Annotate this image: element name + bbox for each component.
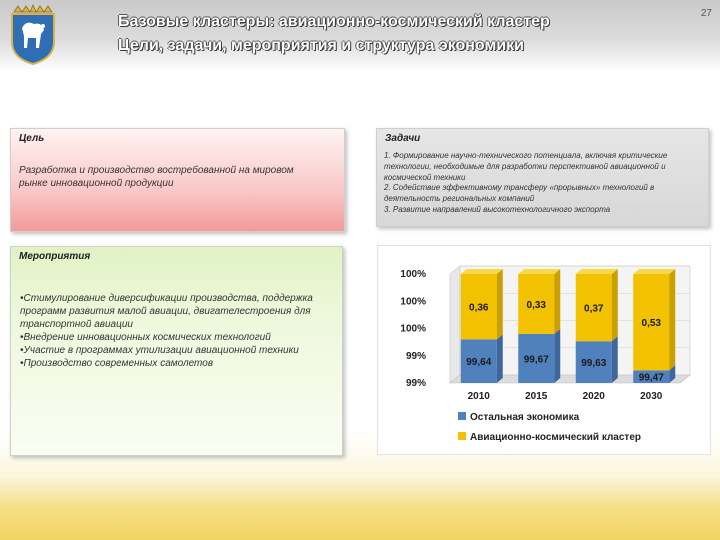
chart-data-label: 0,36: [469, 302, 489, 314]
goal-text: Разработка и производство востребованной на мировом рынке инновационной продукции: [19, 165, 294, 189]
chart-bar-side: [669, 269, 675, 370]
page-subtitle: Цели, задачи, мероприятия и структура экономики: [118, 37, 524, 54]
tasks-text: 1. Формирование научно-технического потенциала, включая критические технологии, необходимые для разработки перспективной авиационной и космической техники 2. Содействие эффективному трансферу «прорывных» технологий в деятельность региональных компаний 3. Развитие направлений высокотехнологичного экспорта: [384, 151, 668, 214]
header-band: [0, 0, 720, 72]
chart-bar-side: [554, 329, 560, 383]
chart-side-wall: [450, 266, 460, 383]
chart-data-label: 99,47: [638, 372, 664, 384]
measures-item: •Участие в программах утилизации авиационной техники: [20, 345, 299, 356]
chart-bar-top: [461, 269, 503, 274]
chart-y-tick-label: 99%: [405, 350, 426, 362]
chart-x-tick-label: 2020: [582, 391, 605, 402]
chart-y-tick-label: 99%: [405, 378, 426, 389]
chart-x-tick-label: 2015: [525, 391, 548, 402]
page-number: 27: [700, 8, 712, 19]
measures-list: [20, 292, 338, 370]
chart-data-label: 99,67: [523, 354, 549, 366]
chart-data-label: 0,33: [526, 299, 546, 311]
chart-bar-side: [554, 269, 560, 334]
measures-item: •Производство современных самолетов: [20, 358, 214, 369]
chart-data-label: 99,64: [466, 357, 492, 369]
chart-legend-label: Остальная экономика: [470, 412, 580, 423]
tasks-panel: [376, 128, 709, 227]
chart-x-tick-label: 2010: [467, 391, 490, 402]
chart-panel: [377, 245, 711, 455]
chart-bar-top: [518, 269, 560, 274]
measures-item: •Внедрение инновационных космических технологий: [20, 332, 271, 343]
title-prefix: Базовые кластеры:: [118, 13, 279, 30]
chart-x-tick-label: 2030: [640, 391, 663, 402]
measures-title: Мероприятия: [19, 251, 91, 262]
chart-y-tick-label: 100%: [400, 323, 426, 335]
chart-legend-swatch: [458, 412, 466, 420]
measures-panel: [10, 246, 343, 456]
chart-bar-side: [497, 334, 503, 383]
economy-structure-chart: [378, 246, 712, 456]
measures-item: •Стимулирование диверсификации производства, поддержка программ развития малой авиации, двигателестроения для транспортной авиации: [20, 293, 313, 330]
chart-legend-label: Авиационно-космический кластер: [470, 432, 642, 443]
page-title: [118, 13, 550, 31]
chart-y-tick-label: 100%: [400, 296, 426, 308]
chart-bar-side: [612, 336, 618, 383]
chart-bar-top: [576, 269, 618, 274]
tasks-title: Задачи: [385, 133, 421, 144]
coat-of-arms-icon: [8, 4, 58, 66]
goal-panel: [10, 128, 345, 232]
goal-title: Цель: [19, 133, 45, 144]
chart-data-label: 99,63: [581, 358, 607, 370]
chart-bar-side: [497, 269, 503, 339]
chart-bar-side: [612, 269, 618, 341]
chart-data-label: 0,53: [641, 318, 661, 330]
title-cluster: авиационно-космический кластер: [278, 13, 550, 30]
chart-data-label: 0,37: [584, 303, 604, 315]
chart-y-tick-label: 100%: [400, 269, 426, 280]
chart-legend-swatch: [458, 432, 466, 440]
chart-bar-top: [633, 269, 675, 274]
